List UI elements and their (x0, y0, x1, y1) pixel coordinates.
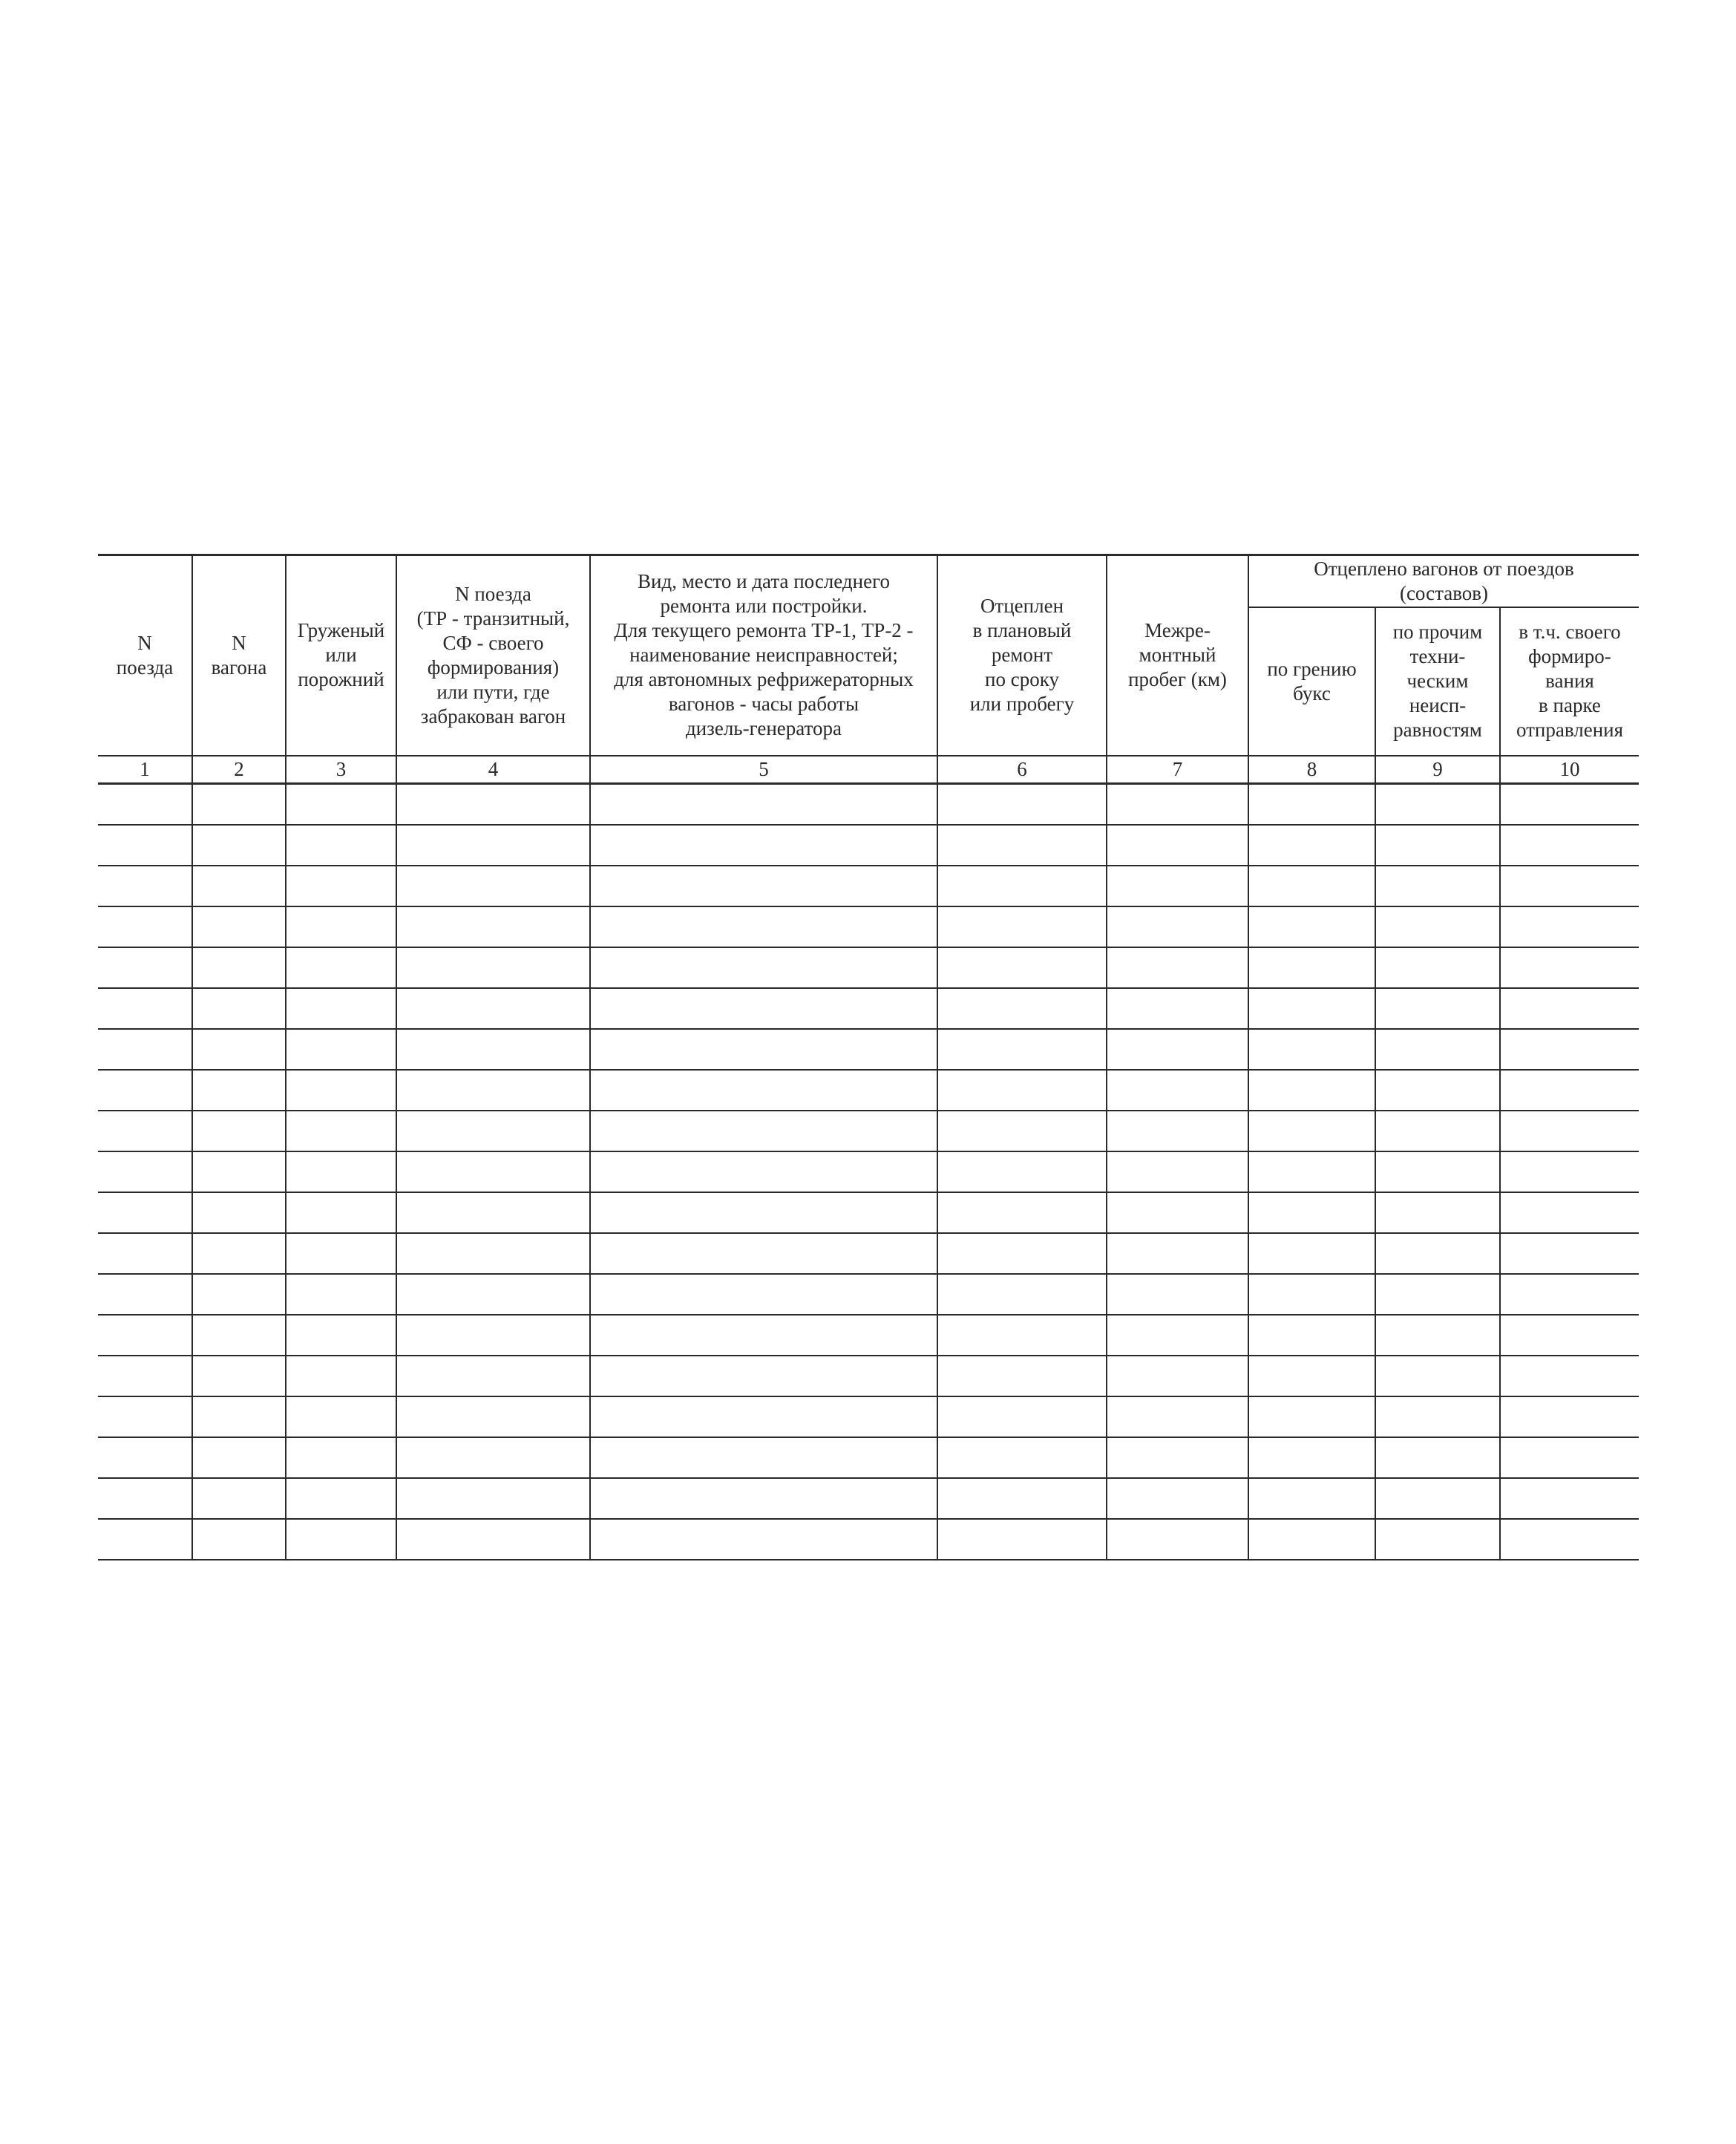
table-cell[interactable] (590, 1151, 937, 1192)
table-cell[interactable] (396, 1396, 590, 1437)
table-cell[interactable] (1107, 866, 1248, 906)
table-cell[interactable] (1500, 784, 1639, 825)
table-cell[interactable] (937, 866, 1107, 906)
table-cell[interactable] (1248, 825, 1375, 866)
table-cell[interactable] (98, 1111, 192, 1151)
header-wagon-number: N вагона (192, 555, 286, 756)
table-row (98, 825, 1639, 866)
table-cell[interactable] (1500, 1274, 1639, 1315)
table-cell[interactable] (1500, 1315, 1639, 1356)
table-row (98, 906, 1639, 947)
table-cell[interactable] (1375, 825, 1500, 866)
table-cell[interactable] (396, 906, 590, 947)
table-cell[interactable] (286, 1356, 396, 1396)
table-cell[interactable] (590, 1111, 937, 1151)
header-mileage: Межре- монтный пробег (км) (1107, 555, 1248, 756)
table-row (98, 1029, 1639, 1070)
table-cell[interactable] (1500, 988, 1639, 1029)
table-cell[interactable] (590, 784, 937, 825)
table-cell[interactable] (590, 1396, 937, 1437)
table-cell[interactable] (590, 906, 937, 947)
header-other-faults: по прочим техни- ческим неисп- равностям (1375, 607, 1500, 756)
table-row (98, 1519, 1639, 1560)
table-cell[interactable] (1375, 1192, 1500, 1233)
table-cell[interactable] (1107, 1029, 1248, 1070)
table-cell[interactable] (192, 1192, 286, 1233)
table-cell[interactable] (98, 988, 192, 1029)
table-cell[interactable] (192, 1233, 286, 1274)
table-cell[interactable] (1500, 1396, 1639, 1437)
table-cell[interactable] (590, 1070, 937, 1111)
table-cell[interactable] (1107, 1478, 1248, 1519)
table-cell[interactable] (937, 825, 1107, 866)
table-cell[interactable] (286, 947, 396, 988)
table-cell[interactable] (1500, 906, 1639, 947)
table-cell[interactable] (1500, 947, 1639, 988)
table-cell[interactable] (1500, 1192, 1639, 1233)
table-cell[interactable] (1375, 1519, 1500, 1560)
table-cell[interactable] (286, 1274, 396, 1315)
table-cell[interactable] (937, 1233, 1107, 1274)
table-cell[interactable] (1375, 1396, 1500, 1437)
table-cell[interactable] (937, 1315, 1107, 1356)
table-cell[interactable] (1107, 1356, 1248, 1396)
table-cell[interactable] (1107, 1437, 1248, 1478)
table-cell[interactable] (1248, 1519, 1375, 1560)
table-cell[interactable] (590, 1437, 937, 1478)
table-cell[interactable] (98, 906, 192, 947)
column-number: 7 (1107, 756, 1248, 784)
table-row (98, 866, 1639, 906)
table-cell[interactable] (192, 1274, 286, 1315)
table-cell[interactable] (1107, 1151, 1248, 1192)
table-cell[interactable] (192, 825, 286, 866)
table-cell[interactable] (98, 1396, 192, 1437)
table-cell[interactable] (98, 866, 192, 906)
table-row (98, 1315, 1639, 1356)
table-cell[interactable] (396, 1478, 590, 1519)
table-cell[interactable] (286, 1519, 396, 1560)
table-cell[interactable] (1248, 1274, 1375, 1315)
table-cell[interactable] (1248, 1315, 1375, 1356)
table-cell[interactable] (396, 1356, 590, 1396)
table-cell[interactable] (192, 1029, 286, 1070)
table-cell[interactable] (1500, 866, 1639, 906)
table-cell[interactable] (1500, 1151, 1639, 1192)
table-cell[interactable] (1248, 947, 1375, 988)
table-cell[interactable] (1375, 1111, 1500, 1151)
table-cell[interactable] (396, 1233, 590, 1274)
header-own-formation: в т.ч. своего формиро- вания в парке отправления (1500, 607, 1639, 756)
table-cell[interactable] (1248, 1070, 1375, 1111)
table-cell[interactable] (590, 825, 937, 866)
column-number: 4 (396, 756, 590, 784)
table-cell[interactable] (590, 1274, 937, 1315)
table-cell[interactable] (286, 1070, 396, 1111)
table-cell[interactable] (590, 1519, 937, 1560)
table-cell[interactable] (937, 988, 1107, 1029)
table-cell[interactable] (1248, 1029, 1375, 1070)
table-cell[interactable] (1248, 988, 1375, 1029)
table-cell[interactable] (98, 825, 192, 866)
table-cell[interactable] (590, 1233, 937, 1274)
table-cell[interactable] (98, 1233, 192, 1274)
table-cell[interactable] (1107, 988, 1248, 1029)
table-cell[interactable] (396, 988, 590, 1029)
table-cell[interactable] (286, 1192, 396, 1233)
table-cell[interactable] (98, 1029, 192, 1070)
table-cell[interactable] (1248, 1233, 1375, 1274)
table-cell[interactable] (286, 825, 396, 866)
table-cell[interactable] (98, 1315, 192, 1356)
table-cell[interactable] (396, 1151, 590, 1192)
table-row (98, 1070, 1639, 1111)
table-cell[interactable] (396, 1029, 590, 1070)
table-cell[interactable] (192, 1151, 286, 1192)
table-cell[interactable] (590, 866, 937, 906)
table-cell[interactable] (1248, 906, 1375, 947)
table-row (98, 1151, 1639, 1192)
table-cell[interactable] (937, 1070, 1107, 1111)
table-cell[interactable] (937, 1029, 1107, 1070)
table-cell[interactable] (590, 947, 937, 988)
table-cell[interactable] (937, 1356, 1107, 1396)
table-cell[interactable] (1500, 1478, 1639, 1519)
table-cell[interactable] (192, 866, 286, 906)
table-cell[interactable] (590, 1356, 937, 1396)
table-cell[interactable] (1500, 1233, 1639, 1274)
table-cell[interactable] (286, 1315, 396, 1356)
table-row (98, 1396, 1639, 1437)
table-cell[interactable] (98, 1519, 192, 1560)
table-cell[interactable] (98, 1274, 192, 1315)
column-number: 2 (192, 756, 286, 784)
table-row (98, 947, 1639, 988)
table-cell[interactable] (396, 1111, 590, 1151)
table-cell[interactable] (590, 1029, 937, 1070)
table-cell[interactable] (937, 1192, 1107, 1233)
wagon-uncoupling-form-table (98, 554, 1639, 1560)
table-cell[interactable] (192, 988, 286, 1029)
table-cell[interactable] (1500, 1111, 1639, 1151)
table-cell[interactable] (286, 1111, 396, 1151)
column-number: 10 (1500, 756, 1639, 784)
table-cell[interactable] (1375, 1315, 1500, 1356)
table-cell[interactable] (1500, 1070, 1639, 1111)
table-cell[interactable] (1107, 1396, 1248, 1437)
table-cell[interactable] (396, 825, 590, 866)
table-cell[interactable] (396, 1315, 590, 1356)
table-cell[interactable] (590, 1478, 937, 1519)
table-body (98, 756, 1639, 1560)
table-cell[interactable] (396, 1437, 590, 1478)
table-cell[interactable] (98, 1151, 192, 1192)
table-cell[interactable] (1107, 1233, 1248, 1274)
table-row (98, 1192, 1639, 1233)
table-cell[interactable] (590, 1192, 937, 1233)
table-cell[interactable] (98, 1437, 192, 1478)
table-cell[interactable] (1500, 1029, 1639, 1070)
table-cell[interactable] (286, 1151, 396, 1192)
table-cell[interactable] (286, 1396, 396, 1437)
table-cell[interactable] (396, 784, 590, 825)
table-cell[interactable] (1248, 1396, 1375, 1437)
table-cell[interactable] (1107, 906, 1248, 947)
table-cell[interactable] (98, 784, 192, 825)
table-cell[interactable] (286, 866, 396, 906)
table-cell[interactable] (396, 1070, 590, 1111)
table-cell[interactable] (98, 947, 192, 988)
table-cell[interactable] (286, 784, 396, 825)
table-row (98, 1478, 1639, 1519)
table-cell[interactable] (937, 1274, 1107, 1315)
table-row (98, 1274, 1639, 1315)
table-cell[interactable] (192, 1070, 286, 1111)
table-cell[interactable] (1375, 1356, 1500, 1396)
column-number: 6 (937, 756, 1107, 784)
table-cell[interactable] (286, 1478, 396, 1519)
table-cell[interactable] (396, 1274, 590, 1315)
table-cell[interactable] (192, 947, 286, 988)
table-cell[interactable] (192, 906, 286, 947)
table-cell[interactable] (1375, 906, 1500, 947)
header-row-top (98, 555, 1639, 607)
table-row (98, 1356, 1639, 1396)
table-cell[interactable] (1248, 784, 1375, 825)
table-cell[interactable] (1107, 784, 1248, 825)
table-cell[interactable] (192, 1356, 286, 1396)
table-cell[interactable] (937, 1437, 1107, 1478)
table-cell[interactable] (98, 1478, 192, 1519)
column-number: 1 (98, 756, 192, 784)
table-cell[interactable] (396, 1519, 590, 1560)
table-cell[interactable] (1375, 1070, 1500, 1111)
table-cell[interactable] (192, 1315, 286, 1356)
header-last-repair: Вид, место и дата последнего ремонта или постройки. Для текущего ремонта ТР-1, ТР-2 - наименование неисправностей; для автономных рефрижераторных вагонов - часы работы дизель-генератора (590, 555, 937, 756)
column-number: 9 (1375, 756, 1500, 784)
table-cell[interactable] (1375, 988, 1500, 1029)
table-cell[interactable] (98, 1192, 192, 1233)
table-cell[interactable] (1375, 1029, 1500, 1070)
table-cell[interactable] (1375, 784, 1500, 825)
table-cell[interactable] (396, 1192, 590, 1233)
table-cell[interactable] (937, 1151, 1107, 1192)
header-train-number: N поезда (98, 555, 192, 756)
table-cell[interactable] (192, 1396, 286, 1437)
table-cell[interactable] (1107, 1111, 1248, 1151)
header-train-or-track: N поезда (ТР - транзитный, СФ - своего формирования) или пути, где забракован вагон (396, 555, 590, 756)
table-cell[interactable] (1107, 947, 1248, 988)
table-cell[interactable] (1248, 1356, 1375, 1396)
table-cell[interactable] (1248, 1111, 1375, 1151)
table-cell[interactable] (192, 1111, 286, 1151)
table-cell[interactable] (192, 1478, 286, 1519)
table-cell[interactable] (937, 906, 1107, 947)
table-row (98, 784, 1639, 825)
table-cell[interactable] (1500, 1356, 1639, 1396)
table-cell[interactable] (1375, 1233, 1500, 1274)
header-planned-repair: Отцеплен в плановый ремонт по сроку или пробегу (937, 555, 1107, 756)
table-cell[interactable] (937, 947, 1107, 988)
table-cell[interactable] (1500, 1519, 1639, 1560)
table-cell[interactable] (1248, 1437, 1375, 1478)
table-cell[interactable] (1248, 1151, 1375, 1192)
table-cell[interactable] (937, 784, 1107, 825)
table-row (98, 988, 1639, 1029)
table-cell[interactable] (590, 1315, 937, 1356)
table-cell[interactable] (1248, 866, 1375, 906)
table-row (98, 1233, 1639, 1274)
table-cell[interactable] (396, 866, 590, 906)
table-cell[interactable] (396, 947, 590, 988)
table-cell[interactable] (98, 1356, 192, 1396)
table-cell[interactable] (192, 1519, 286, 1560)
header-group-uncoupled: Отцеплено вагонов от поездов (составов) (1248, 555, 1639, 607)
table-cell[interactable] (1248, 1478, 1375, 1519)
table-cell[interactable] (286, 1437, 396, 1478)
header-axle-box-heating: по грению букс (1248, 607, 1375, 756)
table-cell[interactable] (1375, 947, 1500, 988)
table-cell[interactable] (1107, 1192, 1248, 1233)
table-cell[interactable] (1500, 825, 1639, 866)
table-cell[interactable] (1375, 1274, 1500, 1315)
table-cell[interactable] (1107, 1519, 1248, 1560)
table-cell[interactable] (1107, 1315, 1248, 1356)
table-cell[interactable] (286, 1233, 396, 1274)
table-cell[interactable] (1107, 825, 1248, 866)
table-cell[interactable] (192, 784, 286, 825)
table-cell[interactable] (1500, 1437, 1639, 1478)
table-cell[interactable] (937, 1478, 1107, 1519)
table-cell[interactable] (1107, 1274, 1248, 1315)
table-cell[interactable] (1375, 1478, 1500, 1519)
column-number: 3 (286, 756, 396, 784)
table-cell[interactable] (590, 988, 937, 1029)
table-cell[interactable] (98, 1070, 192, 1111)
table-cell[interactable] (937, 1111, 1107, 1151)
table-cell[interactable] (286, 1029, 396, 1070)
table-cell[interactable] (1248, 1192, 1375, 1233)
table-cell[interactable] (286, 988, 396, 1029)
table-cell[interactable] (286, 906, 396, 947)
table-cell[interactable] (1107, 1070, 1248, 1111)
table-cell[interactable] (192, 1437, 286, 1478)
table-cell[interactable] (1375, 866, 1500, 906)
column-number: 8 (1248, 756, 1375, 784)
table-cell[interactable] (1375, 1151, 1500, 1192)
table-row (98, 1437, 1639, 1478)
table-cell[interactable] (1375, 1437, 1500, 1478)
table-cell[interactable] (937, 1519, 1107, 1560)
column-number-row (98, 756, 1639, 784)
header-loaded-or-empty: Груженый или порожний (286, 555, 396, 756)
column-number: 5 (590, 756, 937, 784)
table-cell[interactable] (937, 1396, 1107, 1437)
table-row (98, 1111, 1639, 1151)
